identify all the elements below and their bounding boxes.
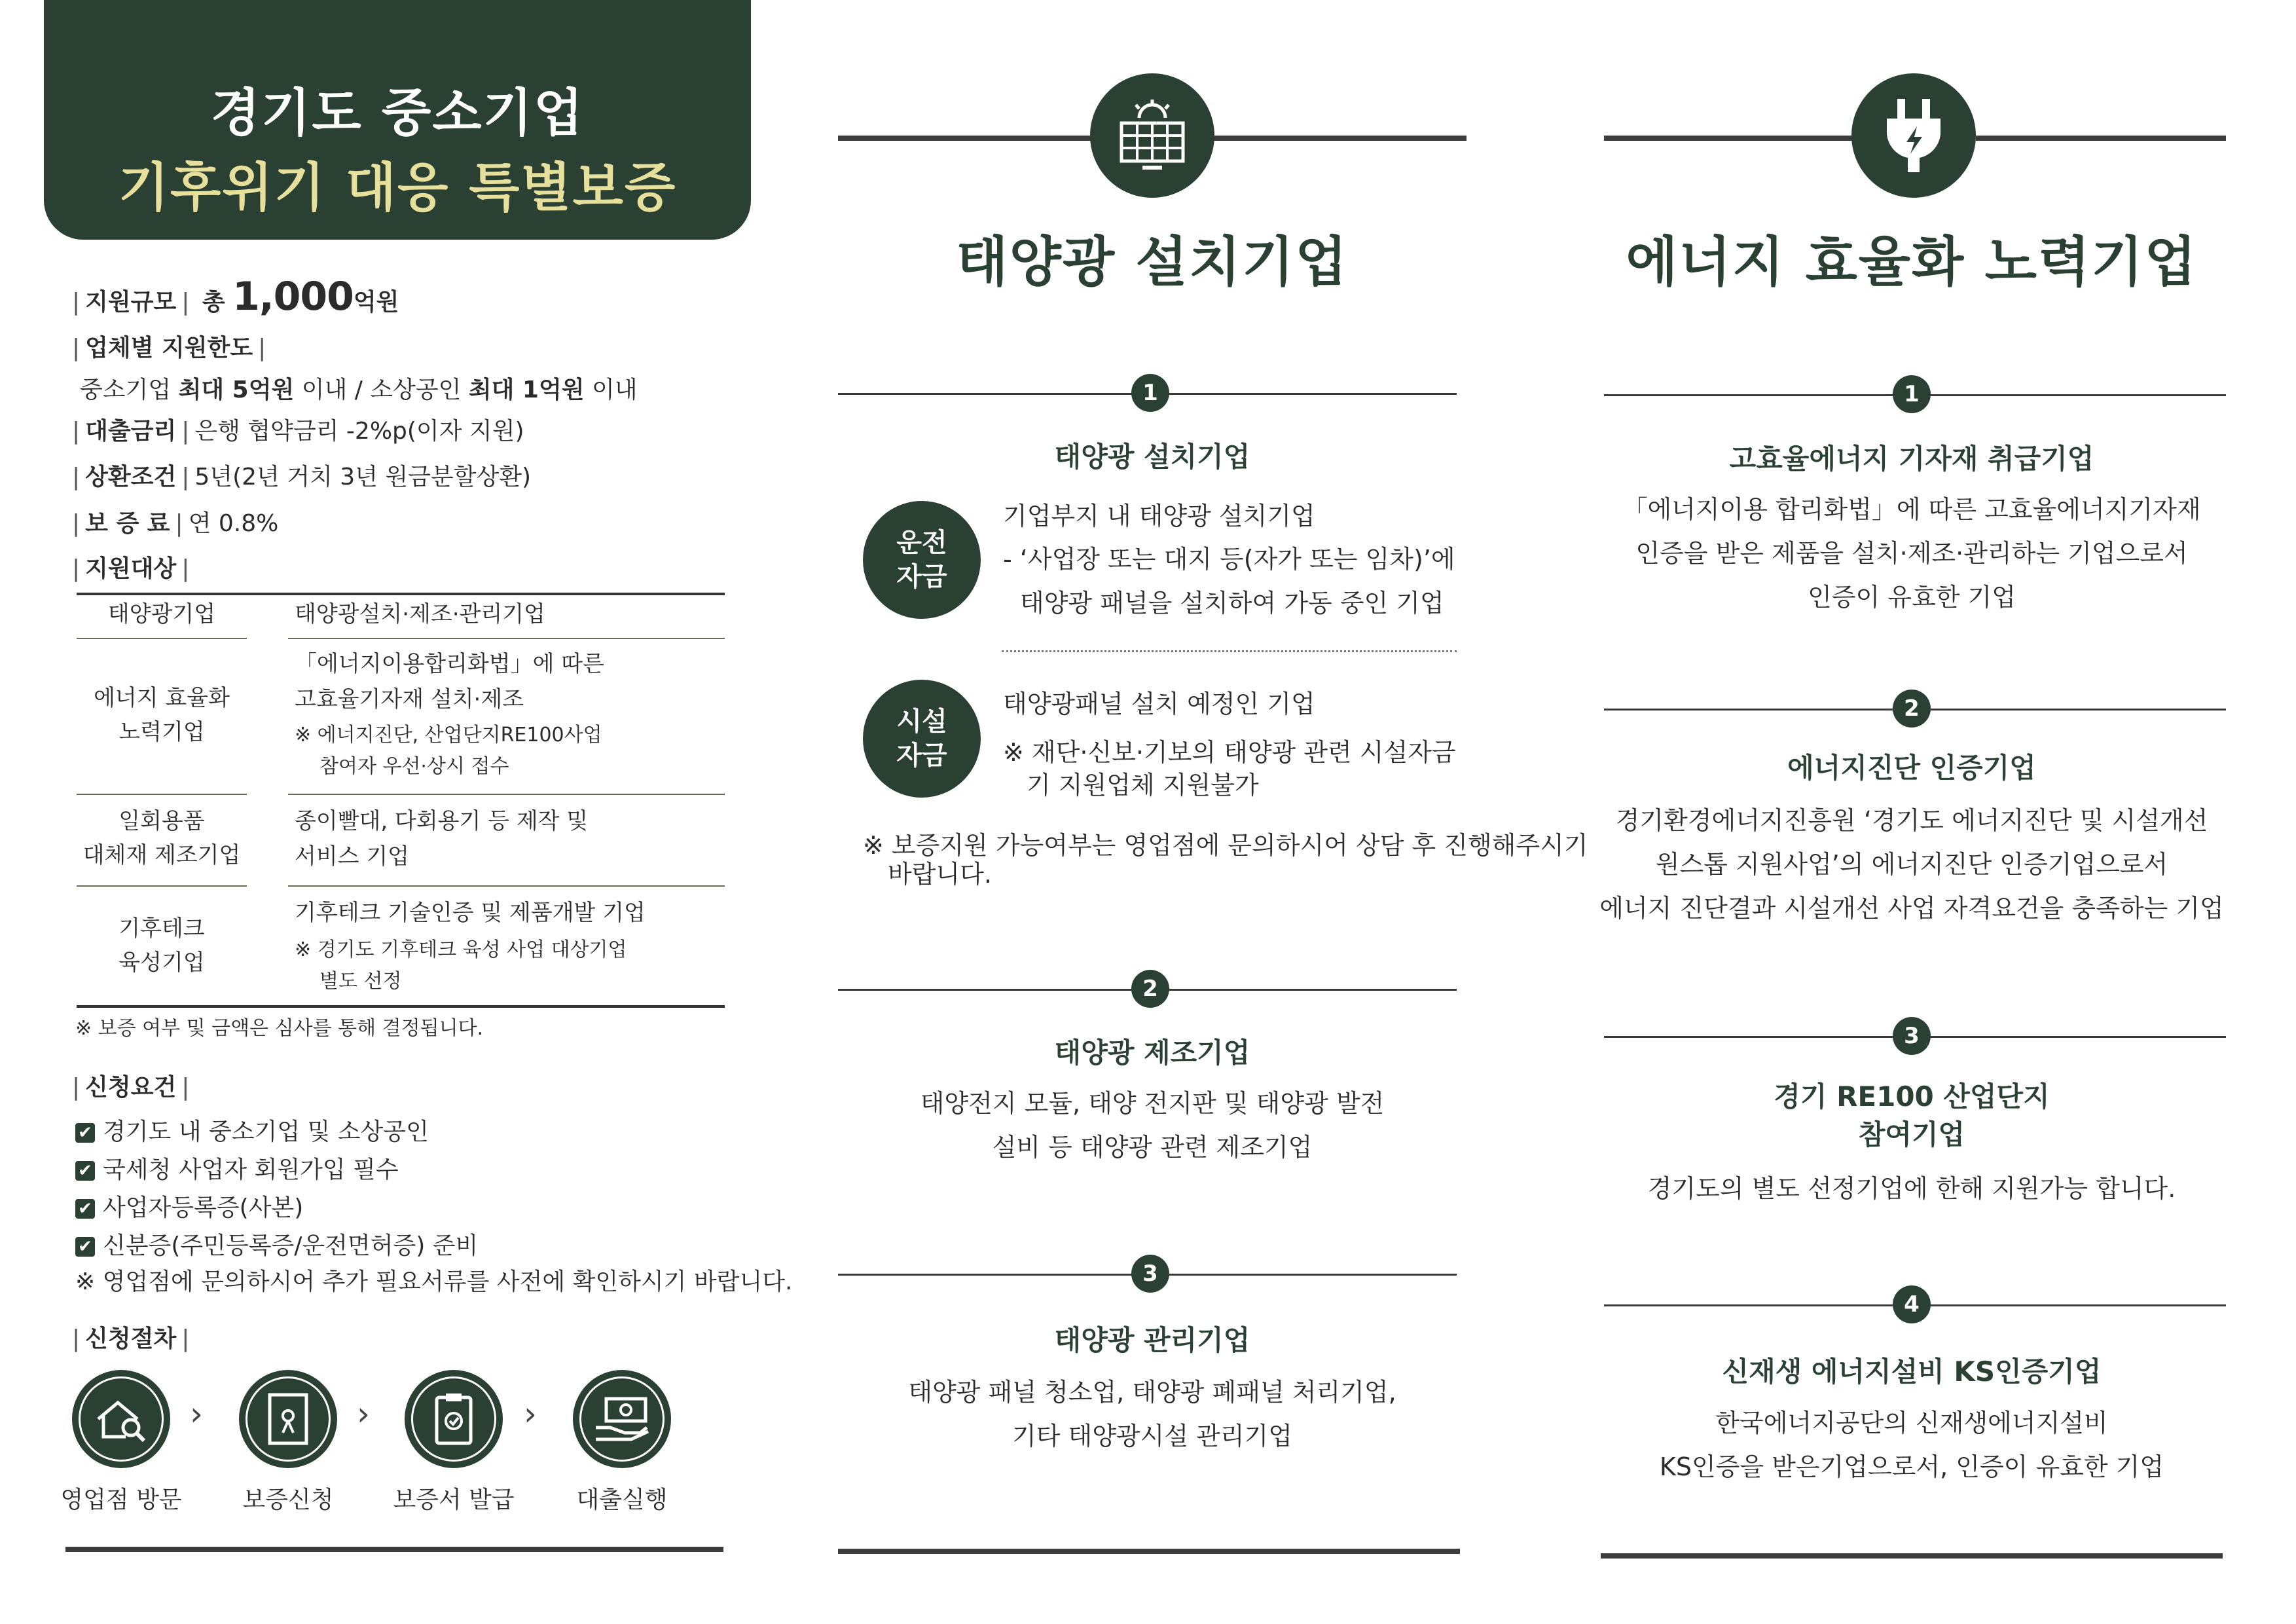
operating-fund-badge [863, 501, 981, 619]
checkbox-icon: ✔ [75, 1161, 95, 1181]
section-text: 인증을 받은 제품을 설치·제조·관리하는 기업으로서 [1635, 539, 2188, 568]
fund2-label-1: 시설 [896, 707, 947, 737]
table-rule [77, 885, 247, 887]
section-title: 참여기업 [1858, 1118, 1965, 1151]
certificate-icon [405, 1370, 503, 1468]
chevron-right-icon: › [524, 1395, 537, 1433]
section-number: 2 [1893, 690, 1931, 728]
target-note-1a: ※ 에너지진단, 산업단지RE100사업 [295, 724, 602, 747]
section-text: 인증이 유효한 기업 [1808, 583, 2016, 612]
chevron-right-icon: › [190, 1395, 203, 1433]
fee-value: 연 0.8% [188, 510, 279, 537]
limit-bold-2: 최대 1억원 [468, 377, 585, 403]
req-label: 신청요건 [85, 1074, 177, 1101]
fund1-line: 기업부지 내 태양광 설치기업 [1003, 502, 1315, 530]
middle-note: ※ 보증지원 가능여부는 영업점에 문의하시어 상담 후 진행해주시기 [863, 831, 1588, 860]
fee-label: 보 증 료 [85, 510, 170, 537]
repay-label: 상환조건 [85, 464, 177, 490]
target-name-1a: 에너지 효율화 [94, 685, 230, 711]
section-number: 2 [1131, 970, 1169, 1008]
section-number: 3 [1131, 1255, 1169, 1293]
solar-panel-icon [1090, 73, 1214, 198]
fund2-note: 기 지원업체 지원불가 [1027, 771, 1259, 800]
section-number: 1 [1893, 375, 1931, 413]
bottom-rule [65, 1547, 723, 1552]
header-rule [838, 136, 1093, 141]
req-text: 경기도 내 중소기업 및 소상공인 [103, 1118, 429, 1145]
limit-label: 업체별 지원한도 [85, 335, 253, 361]
target-desc-3a: 기후테크 기술인증 및 제품개발 기업 [295, 900, 646, 926]
chevron-right-icon: › [357, 1395, 370, 1433]
middle-note: 바랍니다. [888, 860, 992, 889]
header-rule [1211, 136, 1467, 141]
table-rule [77, 638, 247, 639]
scale-prefix: 총 [202, 289, 225, 316]
target-name-2b: 대체재 제조기업 [82, 842, 241, 868]
req-item [75, 1113, 429, 1147]
section-title: 고효율에너지 기자재 취급기업 [1729, 443, 2094, 475]
target-name-2a: 일회용품 [118, 808, 205, 834]
application-icon [239, 1370, 337, 1468]
scale-unit: 억원 [353, 289, 399, 316]
section-text: 태양광 패널 청소업, 태양광 폐패널 처리기업, [908, 1378, 1396, 1407]
repay-value: 5년(2년 거치 3년 원금분할상환) [194, 464, 532, 490]
target-label: 지원대상 [85, 555, 177, 582]
target-desc-0: 태양광설치·제조·관리기업 [295, 601, 545, 627]
section-text: 기타 태양광시설 관리기업 [1012, 1422, 1292, 1450]
table-rule [77, 794, 247, 795]
section-text: 태양전지 모듈, 태양 전지판 및 태양광 발전 [920, 1089, 1385, 1118]
limit-text-2: 이내 / 소상공인 [294, 377, 469, 403]
scale-label: 지원규모 [85, 289, 177, 316]
section-text: 설비 등 태양광 관련 제조기업 [992, 1133, 1313, 1162]
fund1-label-2: 자금 [896, 562, 947, 592]
target-name-3b: 육성기업 [118, 950, 205, 976]
target-note-3a: ※ 경기도 기후테크 육성 사업 대상기업 [295, 938, 627, 961]
target-desc-1b: 고효율기자재 설치·제조 [295, 686, 524, 712]
req-text: 사업자등록증(사본) [103, 1194, 304, 1221]
section-title: 경기 RE100 산업단지 [1774, 1080, 2050, 1113]
fund1-line: - ‘사업장 또는 대지 등(자가 또는 임차)’에 [1003, 545, 1455, 574]
cash-icon [573, 1370, 671, 1468]
target-name-0: 태양광기업 [107, 601, 216, 627]
step-label: 보증서 발급 [393, 1486, 515, 1513]
fund1-line: 태양광 패널을 설치하여 가동 중인 기업 [1020, 589, 1444, 618]
right-title: 에너지 효율화 노력기업 [1626, 231, 2198, 293]
limit-text-3: 이내 [584, 377, 638, 403]
fund2-note: ※ 재단·신보·기보의 태양광 관련 시설자금 [1003, 738, 1456, 767]
target-desc-1a: 「에너지이용합리화법」에 따른 [295, 651, 604, 677]
title-banner [44, 0, 751, 240]
title-line-2: 기후위기 대응 특별보증 [118, 157, 677, 218]
req-item [75, 1151, 399, 1185]
req-item [75, 1189, 303, 1223]
section-title: 신재생 에너지설비 KS인증기업 [1722, 1356, 2102, 1388]
rate-row: | 대출금리 | 은행 협약금리 -2%p(이자 지원) [72, 418, 524, 445]
limit-bold-1: 최대 5억원 [178, 377, 295, 403]
section-text: KS인증을 받은기업으로서, 인증이 유효한 기업 [1659, 1452, 2164, 1481]
section-text: 원스톱 지원사업’의 에너지진단 인증기업으로서 [1655, 850, 2168, 879]
section-text: 경기환경에너지진흥원 ‘경기도 에너지진단 및 시설개선 [1615, 806, 2208, 835]
checkbox-icon: ✔ [75, 1199, 95, 1219]
fee-row: | 보 증 료 | 연 0.8% [72, 510, 279, 537]
visit-icon [72, 1370, 170, 1468]
section-number: 4 [1893, 1285, 1931, 1323]
table-rule [288, 885, 725, 887]
section-title: 태양광 관리기업 [1054, 1324, 1250, 1356]
target-desc-2a: 종이빨대, 다회용기 등 제작 및 [295, 808, 589, 834]
checkbox-icon: ✔ [75, 1237, 95, 1257]
bottom-rule [838, 1549, 1460, 1554]
section-text: 한국에너지공단의 신재생에너지설비 [1715, 1409, 2108, 1437]
target-row: | 지원대상 | [72, 555, 190, 582]
dotted-divider [1002, 650, 1457, 652]
table-rule [288, 638, 725, 639]
req-text: 신분증(주민등록증/운전면허증) 준비 [103, 1232, 479, 1259]
target-note-3b: 별도 선정 [319, 970, 402, 993]
req-text: 국세청 사업자 회원가입 필수 [103, 1156, 399, 1183]
target-note-1b: 참여자 우선·상시 접수 [319, 755, 509, 778]
middle-title: 태양광 설치기업 [956, 231, 1349, 293]
limit-text-1: 중소기업 [80, 377, 179, 403]
step-label: 보증신청 [242, 1486, 334, 1513]
scale-row: | 지원규모 | 총 1,000억원 [72, 274, 399, 320]
proc-row: | 신청절차 | [72, 1325, 190, 1352]
checkbox-icon: ✔ [75, 1123, 95, 1143]
fund2-line: 태양광패널 설치 예정인 기업 [1003, 690, 1315, 718]
header-rule [1604, 136, 1853, 141]
table-top-rule [77, 593, 725, 595]
section-title: 태양광 설치기업 [1054, 441, 1250, 473]
req-note: ※ 영업점에 문의하시어 추가 필요서류를 사전에 확인하시기 바랍니다. [75, 1268, 793, 1295]
section-title: 태양광 제조기업 [1054, 1037, 1250, 1069]
target-name-1b: 노력기업 [118, 719, 205, 745]
table-rule [288, 794, 725, 795]
target-name-3a: 기후테크 [118, 915, 205, 942]
section-text: 경기도의 별도 선정기업에 한해 지원가능 합니다. [1647, 1174, 2176, 1203]
rate-label: 대출금리 [85, 418, 177, 445]
section-text: 「에너지이용 합리화법」에 따른 고효율에너지기자재 [1622, 495, 2201, 524]
step-label: 대출실행 [576, 1486, 668, 1513]
limit-row: | 업체별 지원한도 | [72, 335, 266, 361]
fund1-label-1: 운전 [896, 528, 947, 558]
rate-value: 은행 협약금리 -2%p(이자 지원) [194, 418, 524, 445]
section-number: 3 [1893, 1017, 1931, 1055]
section-number: 1 [1131, 374, 1169, 412]
power-plug-icon [1851, 73, 1976, 198]
section-text: 에너지 진단결과 시설개선 사업 자격요건을 충족하는 기업 [1599, 894, 2224, 923]
repay-row: | 상환조건 | 5년(2년 거치 3년 원금분할상환) [72, 464, 532, 490]
req-item [75, 1227, 478, 1261]
target-note: ※ 보증 여부 및 금액은 심사를 통해 결정됩니다. [75, 1017, 484, 1040]
limit-text [80, 371, 638, 405]
facility-fund-badge [863, 680, 981, 798]
title-line-1: 경기도 중소기업 [210, 84, 585, 143]
header-rule [1976, 136, 2226, 141]
fund2-label-2: 자금 [896, 741, 947, 771]
table-bottom-rule [77, 1005, 725, 1008]
target-desc-2b: 서비스 기업 [295, 843, 410, 870]
scale-value: 1,000 [232, 274, 354, 320]
step-label: 영업점 방문 [60, 1486, 182, 1513]
bottom-rule [1601, 1553, 2223, 1559]
req-row: | 신청요건 | [72, 1074, 190, 1101]
section-title: 에너지진단 인증기업 [1787, 752, 2036, 784]
proc-label: 신청절차 [85, 1325, 177, 1352]
